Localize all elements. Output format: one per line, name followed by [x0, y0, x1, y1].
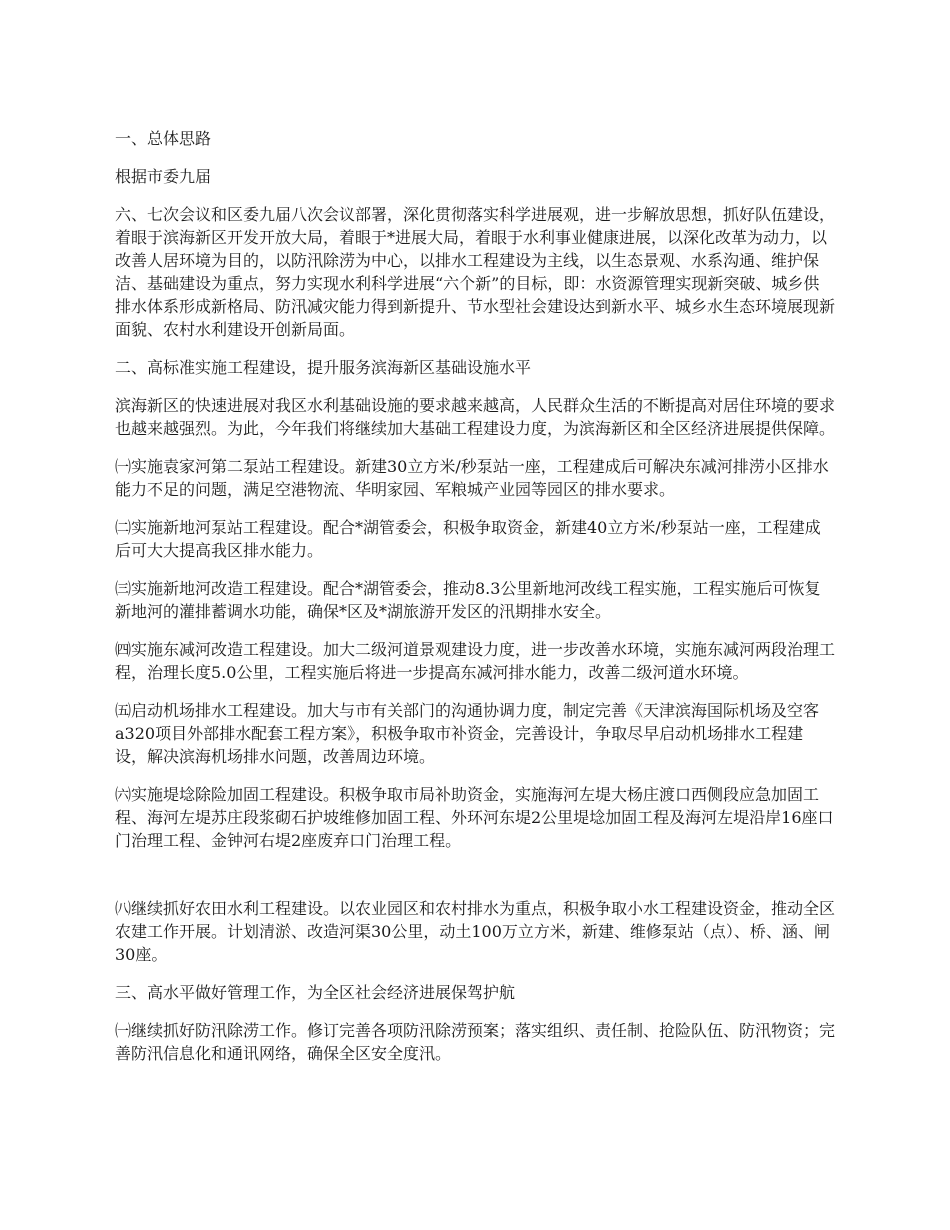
spacer [115, 867, 950, 897]
list-item: ㈠实施袁家河第二泵站工程建设。新建30立方米/秒泵站一座，工程建成后可解决东减河排涝小区排水能力不足的问题，满足空港物流、华明家园、军粮城产业园等园区的排水要求。 [115, 457, 829, 499]
list-item: ㈥实施堤埝除险加固工程建设。积极争取市局补助资金，实施海河左堤大杨庄渡口西侧段应急加固工程、海河左堤苏庄段浆砌石护坡维修加固工程、外环河东堤2公里堤埝加固工程及海河左堤沿岸16座口门治理工程、金钟河右堤2座废弃口门治理工程。 [115, 785, 834, 850]
list-item: ㈡实施新地河泵站工程建设。配合*湖管委会，积极争取资金，新建40立方米/秒泵站一座，工程建成后可大大提高我区排水能力。 [115, 518, 821, 560]
paragraph: 滨海新区的快速进展对我区水利基础设施的要求越来越高，人民群众生活的不断提高对居住环境的要求也越来越强烈。为此，今年我们将继续加大基础工程建设力度，为滨海新区和全区经济进展提供保障。 [115, 396, 836, 438]
list-item: ㈠继续抓好防汛除涝工作。修订完善各项防汛除涝预案；落实组织、责任制、抢险队伍、防汛物资；完善防汛信息化和通讯网络，确保全区安全度汛。 [115, 1021, 836, 1063]
list-item: ㈧继续抓好农田水利工程建设。以农业园区和农村排水为重点，积极争取小水工程建设资金，推动全区农建工作开展。计划清淤、改造河渠30公里，动土100万立方米，新建、维修泵站（点）、桥、涵、闸30座。 [115, 899, 836, 964]
paragraph: 根据市委九届 [115, 167, 212, 186]
section-heading: 一、总体思路 [115, 129, 212, 148]
section-heading: 三、高水平做好管理工作，为全区社会经济进展保驾护航 [115, 983, 516, 1002]
paragraph: 六、七次会议和区委九届八次会议部署，深化贯彻落实科学进展观，进一步解放思想，抓好队伍建设，着眼于滨海新区开发开放大局，着眼于*进展大局，着眼于水利事业健康进展，以深化改革为动力，以改善人居环境为目的，以防汛除涝为中心，以排水工程建设为主线，以生态景观、水系沟通、维护保洁、基础建设为重点，努力实现水利科学进展“六个新”的目标，即：水资源管理实现新突破、城乡供排水体系形成新格局、防汛减灾能力得到新提升、节水型社会建设达到新水平、城乡水生态环境展现新面貌、农村水利建设开创新局面。 [115, 205, 836, 339]
section-heading: 二、高标准实施工程建设，提升服务滨海新区基础设施水平 [115, 358, 532, 377]
list-item: ㈣实施东减河改造工程建设。加大二级河道景观建设力度，进一步改善水环境，实施东减河两段治理工程，治理长度5.0公里，工程实施后将进一步提高东减河排水能力，改善二级河道水环境。 [115, 640, 836, 682]
list-item: ㈤启动机场排水工程建设。加大与市有关部门的沟通协调力度，制定完善《天津滨海国际机场及空客a320项目外部排水配套工程方案》，积极争取市补资金，完善设计，争取尽早启动机场排水工程建设，解决滨海机场排水问题，改善周边环境。 [115, 701, 820, 766]
list-item: ㈢实施新地河改造工程建设。配合*湖管委会，推动8.3公里新地河改线工程实施，工程实施后可恢复新地河的灌排蓄调水功能，确保*区及*湖旅游开发区的汛期排水安全。 [115, 579, 821, 621]
